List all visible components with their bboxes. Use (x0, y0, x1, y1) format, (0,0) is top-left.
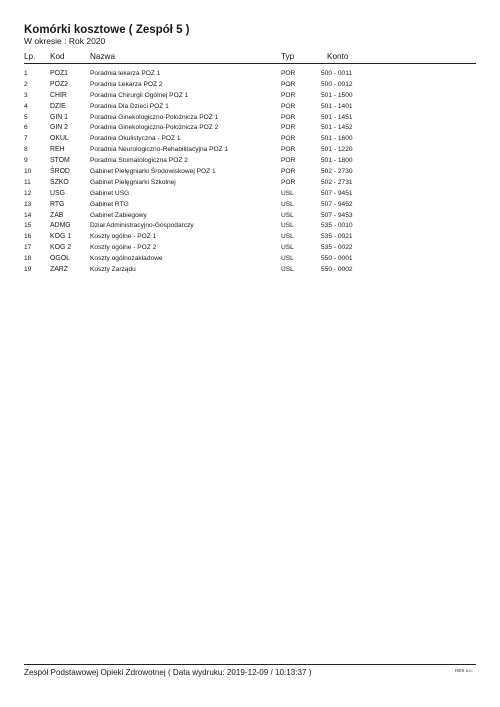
table-row (24, 112, 476, 123)
cell-kod: CHIR (50, 91, 67, 99)
cell-typ: POR (281, 80, 296, 88)
cell-lp: 13 (24, 200, 32, 208)
table-row (24, 210, 476, 221)
cell-nazwa: Poradnia Ginekologiczno-Położnicza POZ 2 (90, 124, 219, 132)
table-row (24, 64, 476, 79)
cell-kod: ADMG (50, 222, 71, 230)
column-header-kod: Kod (50, 50, 90, 64)
cell-lp: 1 (24, 69, 28, 77)
table-row (24, 199, 476, 210)
table-row (24, 177, 476, 188)
cell-lp: 4 (24, 102, 28, 110)
cell-lp: 16 (24, 233, 32, 241)
cell-kod: ŚROD (50, 167, 70, 175)
table-row (24, 101, 476, 112)
cell-lp: 18 (24, 255, 32, 263)
cell-nazwa: Poradnia Neurologiczno-Rehabilitacyjna POZ 1 (90, 146, 229, 154)
cell-konto: 501 - 1452 (321, 124, 353, 132)
cell-kod: KOG 1 (50, 233, 72, 241)
cell-kod: REH (50, 146, 65, 154)
cell-kod: USG (50, 189, 65, 197)
cell-nazwa: Koszty Zarządu (90, 265, 136, 273)
cell-lp: 12 (24, 189, 32, 197)
table-row (24, 155, 476, 166)
column-header-typ: Typ (281, 50, 321, 64)
cell-typ: POR (281, 102, 296, 110)
cell-konto: 501 - 1600 (321, 135, 353, 143)
column-header-lp: Lp. (24, 50, 50, 64)
table-row (24, 144, 476, 155)
cell-lp: 2 (24, 80, 28, 88)
cell-konto: 501 - 1220 (321, 146, 353, 154)
table-row (24, 133, 476, 144)
table-row (24, 253, 476, 264)
cell-nazwa: Poradnia Chirurgii Ogólnej POZ 1 (90, 91, 189, 99)
cell-typ: USL (281, 265, 294, 273)
cell-lp: 15 (24, 222, 32, 230)
cell-kod: POZ2 (50, 80, 68, 88)
table-row (24, 264, 476, 275)
table-row (24, 166, 476, 177)
cell-typ: POR (281, 135, 296, 143)
cell-nazwa: Koszty ogólne - POZ 1 (90, 233, 157, 241)
cell-nazwa: Koszty ogólne - POZ 2 (90, 244, 157, 252)
cell-konto: 507 - 9453 (321, 211, 353, 219)
cell-lp: 6 (24, 124, 28, 132)
cell-nazwa: Gabinet RTG (90, 200, 129, 208)
table-row (24, 220, 476, 231)
cell-typ: USL (281, 189, 294, 197)
cell-typ: USL (281, 244, 294, 252)
cell-typ: USL (281, 255, 294, 263)
cell-nazwa: Poradnia Stomatologiczna POZ 2 (90, 157, 188, 165)
cell-konto: 502 - 2731 (321, 178, 353, 186)
table-row (24, 90, 476, 101)
footer-print-info: Zespół Podstawowej Opieki Zdrowotnej ( Data wydruku: 2019-12-09 / 10:13:37 ) (24, 668, 312, 677)
cell-kod: OGOL (50, 255, 70, 263)
cell-konto: 550 - 0001 (321, 255, 353, 263)
cell-typ: USL (281, 222, 294, 230)
cell-konto: 500 - 0011 (321, 69, 353, 77)
cell-nazwa: Poradnia Dla Dzieci POZ 1 (90, 102, 169, 110)
cell-nazwa: Poradnia Okulistyczna - POZ 1 (90, 135, 181, 143)
cell-nazwa: Koszty ogólnozakładowe (90, 255, 163, 263)
cell-nazwa: Gabinet Zabiegowy (90, 211, 147, 219)
cell-lp: 14 (24, 211, 32, 219)
cell-kod: GIN 1 (50, 113, 68, 121)
cell-konto: 502 - 2730 (321, 167, 353, 175)
cell-kod: RTG (50, 200, 65, 208)
cell-konto: 501 - 1401 (321, 102, 353, 110)
cell-konto: 535 - 0022 (321, 244, 353, 252)
cell-typ: POR (281, 91, 296, 99)
cell-kod: STOM (50, 157, 70, 165)
cost-centers-table (24, 50, 476, 275)
cell-nazwa: Poradnia lekarza POZ 1 (90, 69, 161, 77)
cell-lp: 3 (24, 91, 28, 99)
report-title: Komórki kosztowe ( Zespół 5 ) (24, 24, 190, 36)
table-row (24, 188, 476, 199)
cell-konto: 550 - 0002 (321, 265, 353, 273)
cell-nazwa: Poradnia Lekarza POZ 2 (90, 80, 163, 88)
cell-konto: 507 - 9452 (321, 200, 353, 208)
cell-nazwa: Poradnia Ginekologiczno-Położnicza POZ 1 (90, 113, 219, 121)
cell-typ: USL (281, 211, 294, 219)
cell-typ: POR (281, 113, 296, 121)
cell-kod: KOG 2 (50, 244, 72, 252)
cell-konto: 501 - 1800 (321, 157, 353, 165)
cell-nazwa: Gabinet USG (90, 189, 130, 197)
cell-lp: 10 (24, 167, 32, 175)
cell-lp: 7 (24, 135, 28, 143)
cell-lp: 8 (24, 146, 28, 154)
cell-nazwa: Gabinet Pielęgniarki Środowiskowej POZ 1 (90, 167, 216, 175)
column-header-nazwa: Nazwa (90, 50, 281, 64)
cell-kod: GIN 2 (50, 124, 68, 132)
cell-lp: 9 (24, 157, 28, 165)
table-header-row (24, 50, 476, 64)
cell-typ: POR (281, 167, 296, 175)
cell-kod: ZAB (50, 211, 64, 219)
cell-konto: 501 - 1451 (321, 113, 353, 121)
cell-konto: 501 - 1500 (321, 91, 353, 99)
cell-typ: USL (281, 233, 294, 241)
cell-typ: POR (281, 146, 296, 154)
cell-lp: 11 (24, 178, 31, 186)
cell-konto: 535 - 0021 (321, 233, 353, 241)
cell-kod: DZIE (50, 102, 66, 110)
cell-nazwa: Gabinet Pielęgniarki Szkolnej (90, 178, 176, 186)
cell-typ: POR (281, 124, 296, 132)
cell-lp: 17 (24, 244, 32, 252)
cell-kod: POZ1 (50, 69, 68, 77)
cell-typ: POR (281, 157, 296, 165)
cell-lp: 19 (24, 265, 32, 273)
cell-typ: POR (281, 178, 296, 186)
cell-kod: SZKO (50, 178, 69, 186)
table-row (24, 242, 476, 253)
cell-nazwa: Dział Administracyjno-Gospodarczy (90, 222, 194, 230)
footer-divider (24, 664, 476, 665)
cell-kod: OKUL (50, 135, 69, 143)
table-row (24, 79, 476, 90)
column-header-konto: Konto (321, 50, 476, 64)
cell-konto: 507 - 9451 (321, 189, 353, 197)
table-row (24, 231, 476, 242)
cell-lp: 5 (24, 113, 28, 121)
cell-konto: 535 - 0010 (321, 222, 353, 230)
table-row (24, 122, 476, 133)
cell-konto: 500 - 0012 (321, 80, 353, 88)
footer-brand: HEX s.c. (455, 668, 473, 673)
cell-kod: ZARZ (50, 265, 68, 273)
cell-typ: USL (281, 200, 294, 208)
report-period: W okresie : Rok 2020 (24, 36, 106, 46)
cell-typ: POR (281, 69, 296, 77)
